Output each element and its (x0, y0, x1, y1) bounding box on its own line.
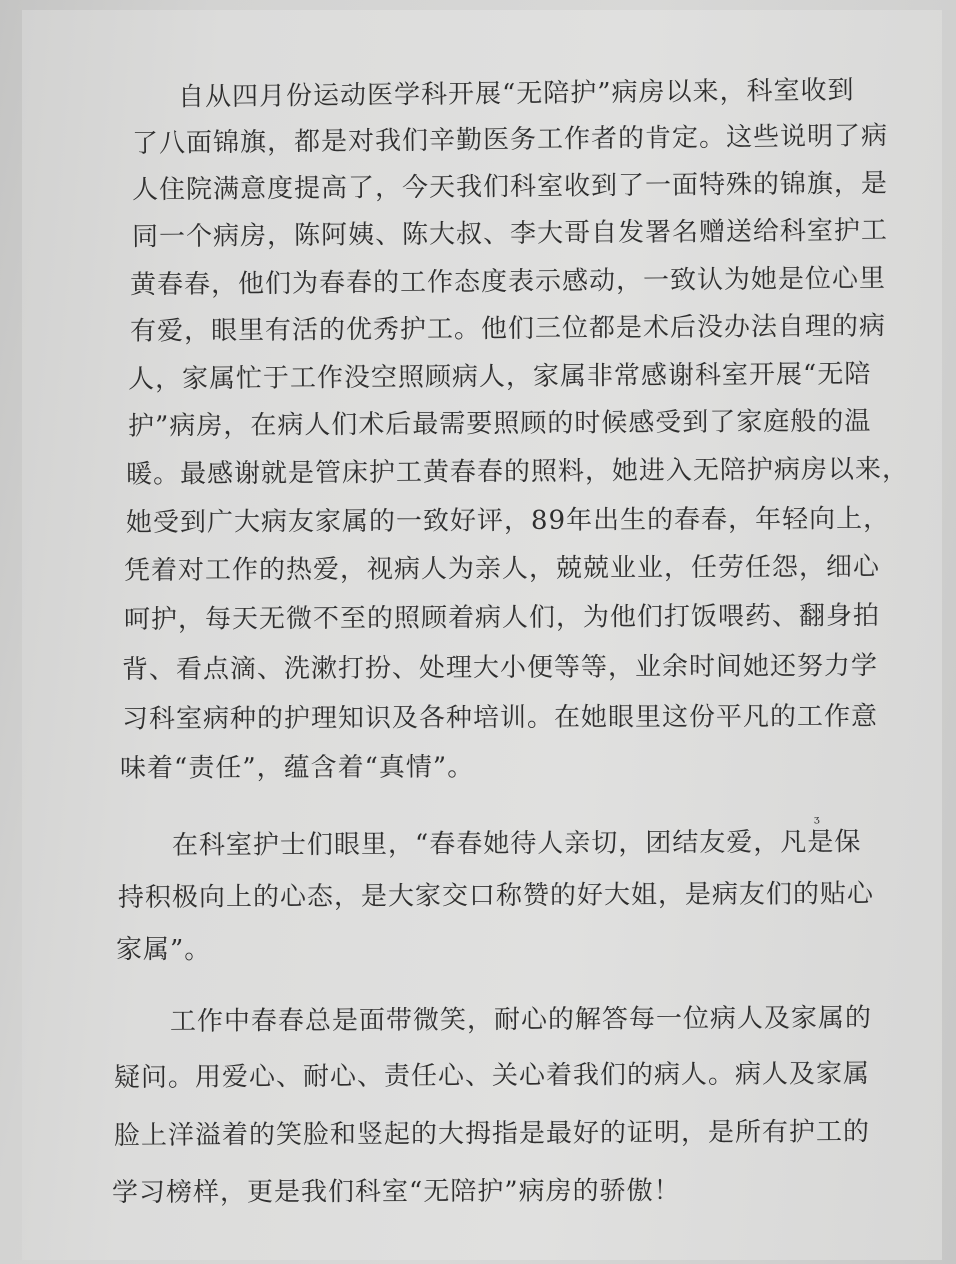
text-line: 了八面锦旗，都是对我们辛勤医务工作者的肯定。这些说明了病 (131, 121, 889, 159)
text-line: 持积极向上的心态，是大家交口称赞的好大姐，是病友们的贴心 (117, 879, 875, 913)
text-line: 人，家属忙于工作没空照顾病人，家属非常感谢科室开展“无陪 (127, 359, 872, 395)
text-line: 家属”。 (116, 935, 212, 965)
text-line: 习科室病种的护理知识及各种培训。在她眼里这份平凡的工作意 (121, 701, 879, 735)
text-line: 她受到广大病友家属的一致好评，89年出生的春春，年轻向上， (125, 503, 891, 539)
text-line: 工作中春春总是面带微笑，耐心的解答每一位病人及家属的 (169, 1003, 873, 1037)
text-line: 自从四月份运动医学科开展“无陪护”病房以来，科室收到 (177, 75, 855, 113)
text-line: 背、看点滴、洗漱打扮、处理大小便等等，业余时间她还努力学 (121, 651, 879, 685)
text-line: 疑问。用爱心、耐心、责任心、关心着我们的病人。病人及家属 (113, 1059, 871, 1093)
text-line: 有爱，眼里有活的优秀护工。他们三位都是术后没办法自理的病 (129, 311, 887, 347)
text-line: 人住院满意度提高了，今天我们科室收到了一面特殊的锦旗，是 (131, 168, 889, 206)
text-line: 暖。最感谢就是管床护工黄春春的照料，她进入无陪护病房以来， (125, 454, 910, 490)
text-line: 味着“责任”，蕴含着“真情”。 (119, 752, 475, 784)
text-line: 护”病房，在病人们术后最需要照顾的时候感受到了家庭般的温 (127, 406, 872, 442)
text-line: 在科室护士们眼里，“春春她待人亲切，团结友爱，凡是保 (171, 827, 862, 861)
text-line: 凭着对工作的热爱，视病人为亲人，兢兢业业，任劳任怨，细心 (123, 552, 881, 586)
text-line: 呵护，每天无微不至的照顾着病人们，为他们打饭喂药、翻身拍 (123, 601, 881, 635)
text-line: 黄春春，他们为春春的工作态度表示感动，一致认为她是位心里 (129, 263, 887, 301)
text-line: 学习榜样，更是我们科室“无陪护”病房的骄傲！ (111, 1176, 681, 1208)
text-line: 同一个病房，陈阿姨、陈大叔、李大哥自发署名赠送给科室护工 (131, 215, 889, 253)
text-line: 脸上洋溢着的笑脸和竖起的大拇指是最好的证明，是所有护工的 (113, 1117, 871, 1151)
ink-mark: ᶾ (814, 812, 820, 831)
